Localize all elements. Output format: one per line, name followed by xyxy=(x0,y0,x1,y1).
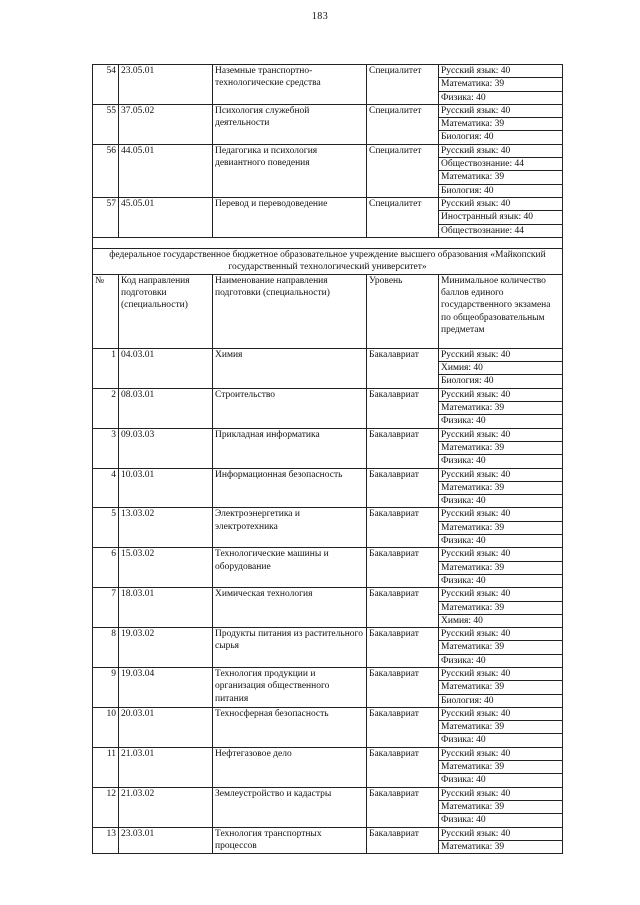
exam-score-cell: Физика: 40 xyxy=(439,455,563,468)
exam-score-cell: Русский язык: 40 xyxy=(439,508,563,521)
header-row xyxy=(93,274,563,348)
level-cell: Бакалавриат xyxy=(367,787,439,827)
level-cell: Бакалавриат xyxy=(367,468,439,508)
exam-score-cell: Математика: 39 xyxy=(439,78,563,91)
code-cell: 23.05.01 xyxy=(119,65,213,105)
exam-score-cell: Математика: 39 xyxy=(439,118,563,131)
organization-name: федеральное государственное бюджетное образовательное учреждение высшего образования «Майкопский государственный технологический университет» xyxy=(93,248,563,274)
header-num: № xyxy=(93,274,119,348)
program-name-cell: Технология транспортных процессов xyxy=(213,827,367,854)
code-cell: 19.03.04 xyxy=(119,667,213,707)
exam-score-cell: Физика: 40 xyxy=(439,535,563,548)
exam-score-cell: Русский язык: 40 xyxy=(439,348,563,361)
row-number-cell: 10 xyxy=(93,707,119,747)
row-number-cell: 2 xyxy=(93,388,119,428)
exam-score-cell: Физика: 40 xyxy=(439,654,563,667)
admission-requirements-table xyxy=(92,64,563,854)
level-cell: Бакалавриат xyxy=(367,348,439,388)
exam-score-cell: Физика: 40 xyxy=(439,495,563,508)
program-name-cell: Технологические машины и оборудование xyxy=(213,548,367,588)
row-number-cell: 9 xyxy=(93,667,119,707)
exam-score-cell: Обществознание: 44 xyxy=(439,224,563,237)
program-name-cell: Электроэнергетика и электротехника xyxy=(213,508,367,548)
exam-score-cell: Русский язык: 40 xyxy=(439,104,563,117)
table-row xyxy=(93,197,563,210)
exam-score-cell: Математика: 39 xyxy=(439,721,563,734)
exam-score-cell: Математика: 39 xyxy=(439,641,563,654)
table-row xyxy=(93,468,563,481)
level-cell: Бакалавриат xyxy=(367,747,439,787)
code-cell: 37.05.02 xyxy=(119,104,213,144)
table-row xyxy=(93,747,563,760)
exam-score-cell: Русский язык: 40 xyxy=(439,197,563,210)
level-cell: Бакалавриат xyxy=(367,428,439,468)
program-name-cell: Информационная безопасность xyxy=(213,468,367,508)
exam-score-cell: Русский язык: 40 xyxy=(439,667,563,680)
program-name-cell: Химическая технология xyxy=(213,588,367,628)
table-row xyxy=(93,508,563,521)
row-number-cell: 54 xyxy=(93,65,119,105)
level-cell: Бакалавриат xyxy=(367,508,439,548)
exam-score-cell: Математика: 39 xyxy=(439,171,563,184)
exam-score-cell: Математика: 39 xyxy=(439,681,563,694)
exam-score-cell: Математика: 39 xyxy=(439,601,563,614)
program-name-cell: Технология продукции и организация общественного питания xyxy=(213,667,367,707)
header-name: Наименование направления подготовки (специальности) xyxy=(213,274,367,348)
row-number-cell: 7 xyxy=(93,588,119,628)
exam-score-cell: Русский язык: 40 xyxy=(439,628,563,641)
code-cell: 21.03.02 xyxy=(119,787,213,827)
exam-score-cell: Обществознание: 44 xyxy=(439,158,563,171)
header-exams: Минимальное количество баллов единого государственного экзамена по общеобразовательным предметам xyxy=(439,274,563,348)
exam-score-cell: Математика: 39 xyxy=(439,761,563,774)
row-number-cell: 1 xyxy=(93,348,119,388)
exam-score-cell: Русский язык: 40 xyxy=(439,548,563,561)
exam-score-cell: Физика: 40 xyxy=(439,774,563,787)
exam-score-cell: Математика: 39 xyxy=(439,840,563,853)
code-cell: 19.03.02 xyxy=(119,628,213,668)
table-row xyxy=(93,707,563,720)
row-number-cell: 4 xyxy=(93,468,119,508)
code-cell: 04.03.01 xyxy=(119,348,213,388)
exam-score-cell: Физика: 40 xyxy=(439,574,563,587)
exam-score-cell: Русский язык: 40 xyxy=(439,707,563,720)
exam-score-cell: Биология: 40 xyxy=(439,184,563,197)
program-name-cell: Химия xyxy=(213,348,367,388)
exam-score-cell: Биология: 40 xyxy=(439,131,563,144)
exam-score-cell: Математика: 39 xyxy=(439,521,563,534)
level-cell: Специалитет xyxy=(367,197,439,237)
code-cell: 18.03.01 xyxy=(119,588,213,628)
exam-score-cell: Математика: 39 xyxy=(439,561,563,574)
exam-score-cell: Иностранный язык: 40 xyxy=(439,211,563,224)
exam-score-cell: Математика: 39 xyxy=(439,441,563,454)
row-number-cell: 5 xyxy=(93,508,119,548)
code-cell: 44.05.01 xyxy=(119,144,213,197)
program-name-cell: Психология служебной деятельности xyxy=(213,104,367,144)
table-row xyxy=(93,667,563,680)
exam-score-cell: Физика: 40 xyxy=(439,91,563,104)
table-row xyxy=(93,65,563,78)
code-cell: 13.03.02 xyxy=(119,508,213,548)
exam-score-cell: Русский язык: 40 xyxy=(439,65,563,78)
exam-score-cell: Русский язык: 40 xyxy=(439,787,563,800)
exam-score-cell: Русский язык: 40 xyxy=(439,388,563,401)
exam-score-cell: Математика: 39 xyxy=(439,800,563,813)
exam-score-cell: Химия: 40 xyxy=(439,614,563,627)
spacer-cell xyxy=(93,237,563,248)
table-row xyxy=(93,104,563,117)
code-cell: 21.03.01 xyxy=(119,747,213,787)
program-name-cell: Землеустройство и кадастры xyxy=(213,787,367,827)
code-cell: 15.03.02 xyxy=(119,548,213,588)
exam-score-cell: Русский язык: 40 xyxy=(439,827,563,840)
exam-score-cell: Математика: 39 xyxy=(439,402,563,415)
header-code: Код направления подготовки (специальности) xyxy=(119,274,213,348)
program-name-cell: Наземные транспортно-технологические средства xyxy=(213,65,367,105)
code-cell: 20.03.01 xyxy=(119,707,213,747)
row-number-cell: 12 xyxy=(93,787,119,827)
row-number-cell: 13 xyxy=(93,827,119,854)
level-cell: Бакалавриат xyxy=(367,667,439,707)
exam-score-cell: Русский язык: 40 xyxy=(439,428,563,441)
exam-score-cell: Физика: 40 xyxy=(439,415,563,428)
table-row xyxy=(93,548,563,561)
level-cell: Специалитет xyxy=(367,104,439,144)
row-number-cell: 57 xyxy=(93,197,119,237)
exam-score-cell: Русский язык: 40 xyxy=(439,468,563,481)
table-row xyxy=(93,428,563,441)
exam-score-cell: Русский язык: 40 xyxy=(439,144,563,157)
table-row xyxy=(93,588,563,601)
program-name-cell: Перевод и переводоведение xyxy=(213,197,367,237)
row-number-cell: 11 xyxy=(93,747,119,787)
level-cell: Специалитет xyxy=(367,144,439,197)
code-cell: 09.03.03 xyxy=(119,428,213,468)
exam-score-cell: Математика: 39 xyxy=(439,481,563,494)
program-name-cell: Нефтегазовое дело xyxy=(213,747,367,787)
level-cell: Специалитет xyxy=(367,65,439,105)
level-cell: Бакалавриат xyxy=(367,588,439,628)
exam-score-cell: Физика: 40 xyxy=(439,814,563,827)
code-cell: 23.03.01 xyxy=(119,827,213,854)
row-number-cell: 3 xyxy=(93,428,119,468)
spacer-row xyxy=(93,237,563,248)
exam-score-cell: Русский язык: 40 xyxy=(439,747,563,760)
code-cell: 10.03.01 xyxy=(119,468,213,508)
code-cell: 08.03.01 xyxy=(119,388,213,428)
program-name-cell: Прикладная информатика xyxy=(213,428,367,468)
row-number-cell: 6 xyxy=(93,548,119,588)
exam-score-cell: Химия: 40 xyxy=(439,362,563,375)
table-row xyxy=(93,787,563,800)
program-name-cell: Строительство xyxy=(213,388,367,428)
program-name-cell: Продукты питания из растительного сырья xyxy=(213,628,367,668)
row-number-cell: 55 xyxy=(93,104,119,144)
row-number-cell: 8 xyxy=(93,628,119,668)
level-cell: Бакалавриат xyxy=(367,548,439,588)
table-row xyxy=(93,348,563,361)
exam-score-cell: Биология: 40 xyxy=(439,694,563,707)
organization-row xyxy=(93,248,563,274)
exam-score-cell: Русский язык: 40 xyxy=(439,588,563,601)
program-name-cell: Педагогика и психология девиантного поведения xyxy=(213,144,367,197)
exam-score-cell: Физика: 40 xyxy=(439,734,563,747)
table-row xyxy=(93,827,563,840)
program-name-cell: Техносферная безопасность xyxy=(213,707,367,747)
table-row xyxy=(93,628,563,641)
level-cell: Бакалавриат xyxy=(367,827,439,854)
header-level: Уровень xyxy=(367,274,439,348)
row-number-cell: 56 xyxy=(93,144,119,197)
exam-score-cell: Биология: 40 xyxy=(439,375,563,388)
table-row xyxy=(93,388,563,401)
table-row xyxy=(93,144,563,157)
level-cell: Бакалавриат xyxy=(367,388,439,428)
code-cell: 45.05.01 xyxy=(119,197,213,237)
page-number: 183 xyxy=(311,11,329,22)
level-cell: Бакалавриат xyxy=(367,707,439,747)
level-cell: Бакалавриат xyxy=(367,628,439,668)
